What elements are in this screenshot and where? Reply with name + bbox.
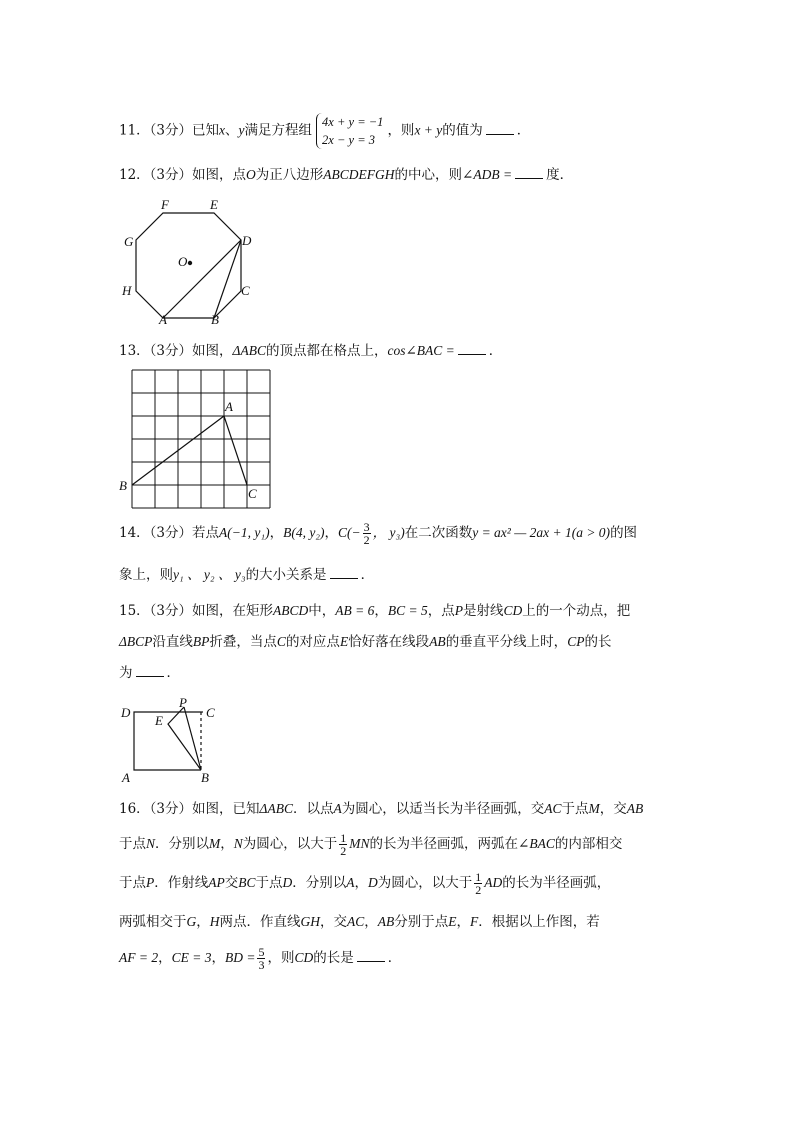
answer-blank[interactable]	[136, 662, 164, 677]
answer-blank[interactable]	[515, 164, 543, 179]
answer-blank[interactable]	[486, 120, 514, 135]
label-A: A	[122, 770, 130, 785]
label-B: B	[201, 770, 209, 785]
center-point	[188, 261, 192, 265]
fraction: $\frac{1}{2}$	[475, 870, 482, 897]
fraction: $\frac{3}{2}$	[363, 520, 370, 547]
label-P: P	[179, 697, 187, 710]
answer-blank[interactable]	[330, 564, 358, 579]
label-D: D	[121, 705, 131, 720]
rectangle-figure	[115, 697, 225, 789]
question-11: 11．（3分）已知x、y满足方程组 4x + y = −1 2x − y = 3 ，则x + y的值为 ．	[119, 115, 531, 147]
answer-blank[interactable]	[458, 340, 486, 355]
fraction: $\frac{5}{3}$	[258, 945, 265, 972]
octagon-shape	[136, 213, 241, 318]
question-number: 16．（3分）	[119, 801, 193, 817]
question-15-line-1: 15．（3分）如图，在矩形ABCD中，AB = 6，BC = 5，点P是射线CD上的一个动点，把	[119, 603, 631, 619]
label-H: H	[122, 283, 132, 298]
answer-blank[interactable]	[357, 947, 385, 962]
label-E: E	[155, 713, 163, 728]
question-number: 15．（3分）	[119, 603, 193, 619]
folded-triangle-BEP	[168, 707, 201, 770]
question-number: 13．（3分）	[119, 343, 193, 359]
label-E: E	[210, 197, 218, 212]
question-16-line-3: 于点P．作射线AP交BC于点D．分别以A，D为圆心，以大于 $\frac{1}{2}$ AD的长为半径画弧，	[119, 870, 611, 897]
triangle-ABC	[132, 416, 247, 485]
question-14-line-1: 14．（3分）若点A(−1, y₁)，B(4, y₂)，C(− $\frac{3}{2}$ ， y₃)在二次函数y = ax² — 2ax + 1(a > 0)的图	[119, 520, 638, 547]
question-number: 11．（3分）	[119, 122, 193, 139]
label-D: D	[242, 233, 252, 248]
question-16-line-2: 于点N．分别以M，N为圆心，以大于 $\frac{1}{2}$ MN的长为半径画弧，两弧在∠BAC的内部相交	[119, 831, 623, 858]
rectangle-ABCD	[134, 712, 201, 770]
label-C: C	[248, 486, 257, 501]
question-12: 12．（3分）如图，点O为正八边形ABCDEFGH的中心，则∠ADB = 度．	[119, 162, 684, 188]
question-16-line-1: 16．（3分）如图，已知ΔABC．以点A为圆心，以适当长为半径画弧，交AC于点M，交AB	[119, 801, 644, 817]
question-15-line-2: ΔBCP沿直线BP折叠，当点C的对应点E恰好落在线段AB的垂直平分线上时，CP的长	[119, 634, 612, 650]
label-B: B	[211, 312, 219, 327]
question-13: 13．（3分）如图，ΔABC的顶点都在格点上，cos∠BAC = ．	[119, 338, 684, 364]
grid-figure	[115, 367, 275, 512]
question-number: 14．（3分）	[119, 525, 193, 541]
label-O: O	[178, 254, 188, 269]
label-B: B	[119, 478, 127, 493]
octagon-figure	[115, 196, 265, 332]
label-G: G	[124, 234, 134, 249]
label-A: A	[159, 312, 167, 327]
label-C: C	[206, 705, 215, 720]
label-F: F	[161, 197, 169, 212]
question-14-line-2: 象上，则y₁ 、 y₂ 、 y₃的大小关系是 ．	[119, 562, 684, 588]
equation-system: 4x + y = −1 2x − y = 3	[316, 113, 383, 149]
question-16-line-4: 两弧相交于G，H两点．作直线GH，交AC，AB分别于点E，F．根据以上作图，若	[119, 914, 600, 930]
question-number: 12．（3分）	[119, 167, 193, 183]
segment-AD	[163, 240, 241, 318]
label-C: C	[241, 283, 250, 298]
label-A: A	[225, 399, 233, 414]
question-16-line-5: AF = 2，CE = 3，BD = $\frac{5}{3}$ ，则CD的长是 ．	[119, 945, 402, 972]
segment-BD	[214, 240, 241, 318]
fraction: $\frac{1}{2}$	[340, 831, 347, 858]
question-15-line-3: 为 ．	[119, 660, 684, 686]
